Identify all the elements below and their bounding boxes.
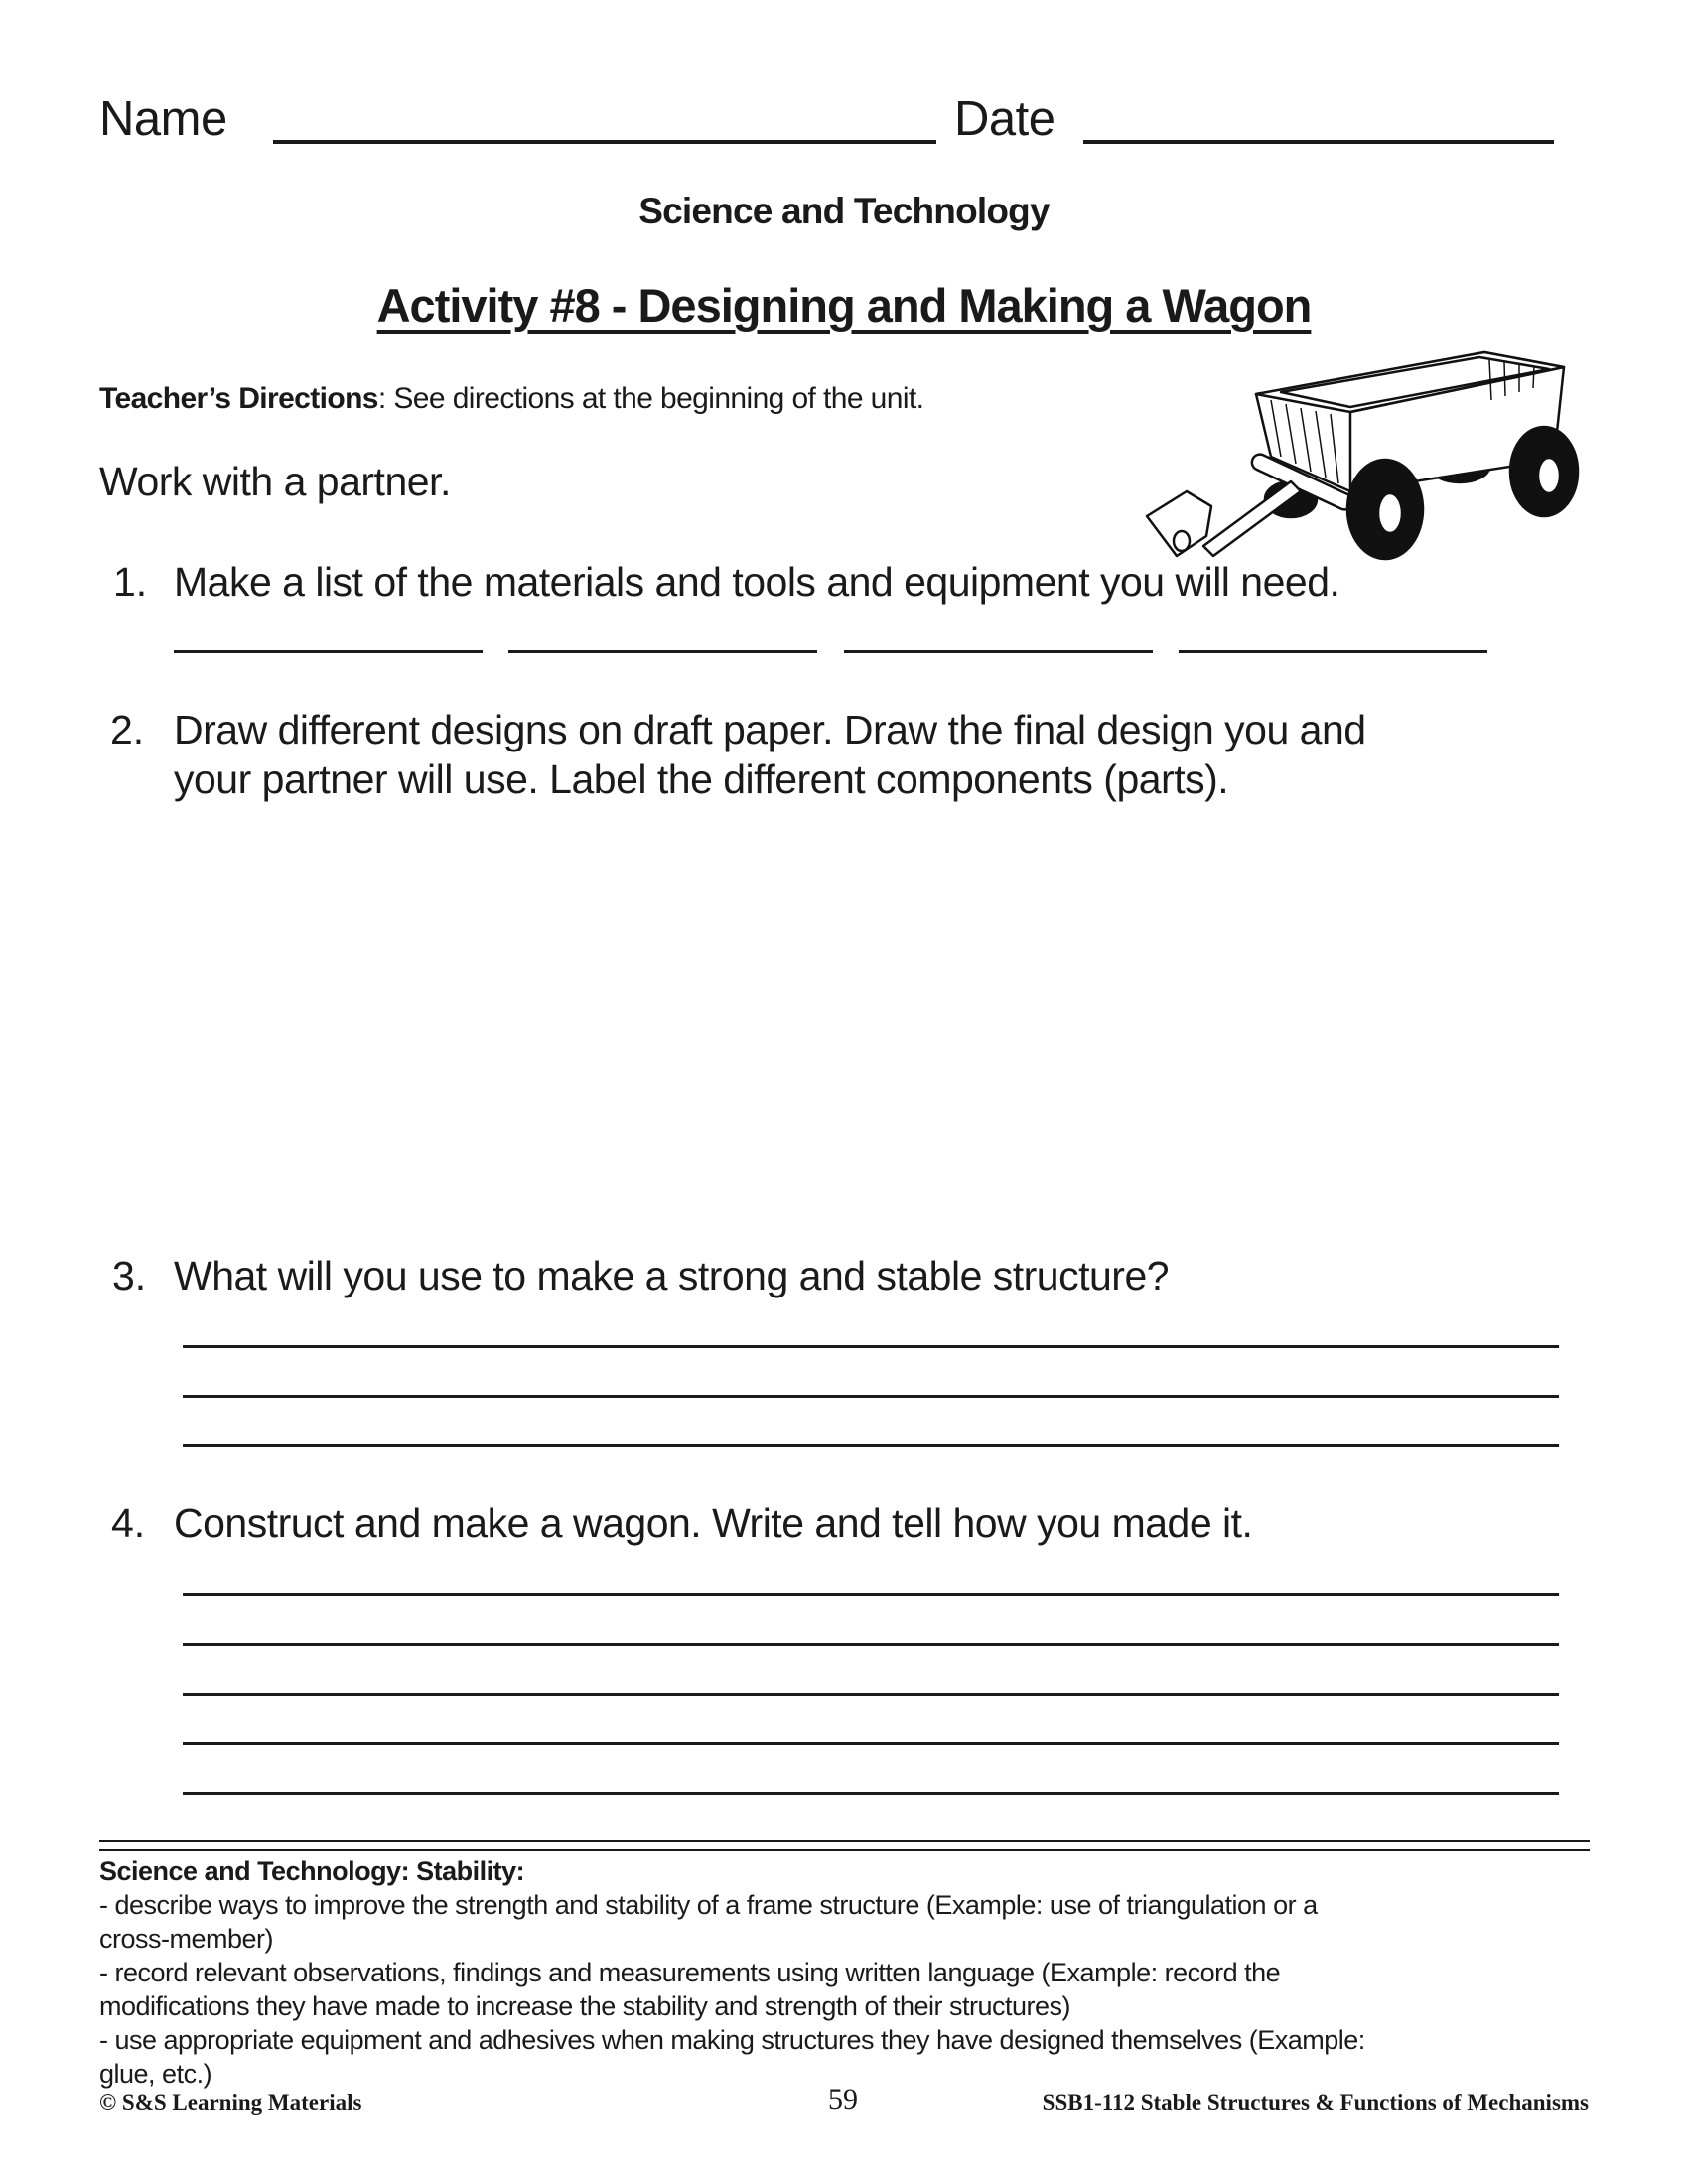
answer-line-q4-4[interactable] [183, 1742, 1559, 1745]
name-label: Name [99, 92, 227, 146]
answer-line-q3-1[interactable] [183, 1345, 1559, 1348]
footer-copyright: © S&S Learning Materials [99, 2090, 362, 2115]
question-4-number: 4. [111, 1500, 146, 1546]
standards-line: - record relevant observations, findings and measurements using written language (Example: record the [99, 1958, 1281, 1987]
divider-top [99, 1840, 1590, 1842]
materials-blank-3[interactable] [844, 650, 1153, 653]
teacher-directions-text: : See directions at the beginning of the unit. [377, 382, 924, 415]
page-title: Activity #8 - Designing and Making a Wagon [376, 279, 1312, 332]
materials-blank-4[interactable] [1179, 650, 1487, 653]
standards-line: glue, etc.) [99, 2059, 212, 2089]
question-3-text: What will you use to make a strong and stable structure? [174, 1253, 1170, 1298]
answer-line-q4-3[interactable] [183, 1693, 1559, 1696]
question-3-number: 3. [112, 1253, 147, 1298]
subject-heading: Science and Technology [638, 191, 1050, 231]
page-number: 59 [828, 2083, 858, 2116]
question-1-text: Make a list of the materials and tools and equipment you will need. [174, 559, 1340, 605]
date-label: Date [954, 92, 1055, 146]
question-2-number: 2. [110, 707, 145, 752]
wagon-icon [1142, 333, 1599, 561]
materials-blank-1[interactable] [174, 650, 483, 653]
standards-line: - describe ways to improve the strength and stability of a frame structure (Example: use of triangulation or a [99, 1890, 1318, 1920]
intro-text: Work with a partner. [99, 459, 451, 504]
footer-book-title: SSB1-112 Stable Structures & Functions of Mechanisms [1042, 2090, 1589, 2115]
question-2-text-line-1: Draw different designs on draft paper. Draw the final design you and [174, 707, 1366, 752]
teacher-directions-label: Teacher’s Directions [99, 382, 378, 415]
answer-line-q3-3[interactable] [183, 1444, 1559, 1447]
question-1-number: 1. [113, 559, 148, 605]
question-2-text-line-2: your partner will use. Label the different components (parts). [174, 756, 1229, 802]
date-field[interactable] [1083, 140, 1554, 144]
standards-line: modifications they have made to increase the stability and strength of their structures) [99, 1991, 1071, 2021]
answer-line-q4-1[interactable] [183, 1593, 1559, 1596]
teacher-directions [99, 382, 923, 416]
answer-line-q4-5[interactable] [183, 1792, 1559, 1795]
materials-blank-2[interactable] [508, 650, 817, 653]
answer-line-q3-2[interactable] [183, 1395, 1559, 1398]
design-drawing-area[interactable] [174, 824, 1559, 1221]
question-4-text: Construct and make a wagon. Write and tell how you made it. [174, 1500, 1253, 1546]
answer-line-q4-2[interactable] [183, 1643, 1559, 1646]
divider-bottom [99, 1849, 1590, 1851]
standards-line: cross-member) [99, 1924, 274, 1954]
name-field[interactable] [273, 140, 936, 144]
standards-line: - use appropriate equipment and adhesives when making structures they have designed themselves (Example: [99, 2025, 1365, 2055]
standards-heading: Science and Technology: Stability: [99, 1856, 525, 1886]
